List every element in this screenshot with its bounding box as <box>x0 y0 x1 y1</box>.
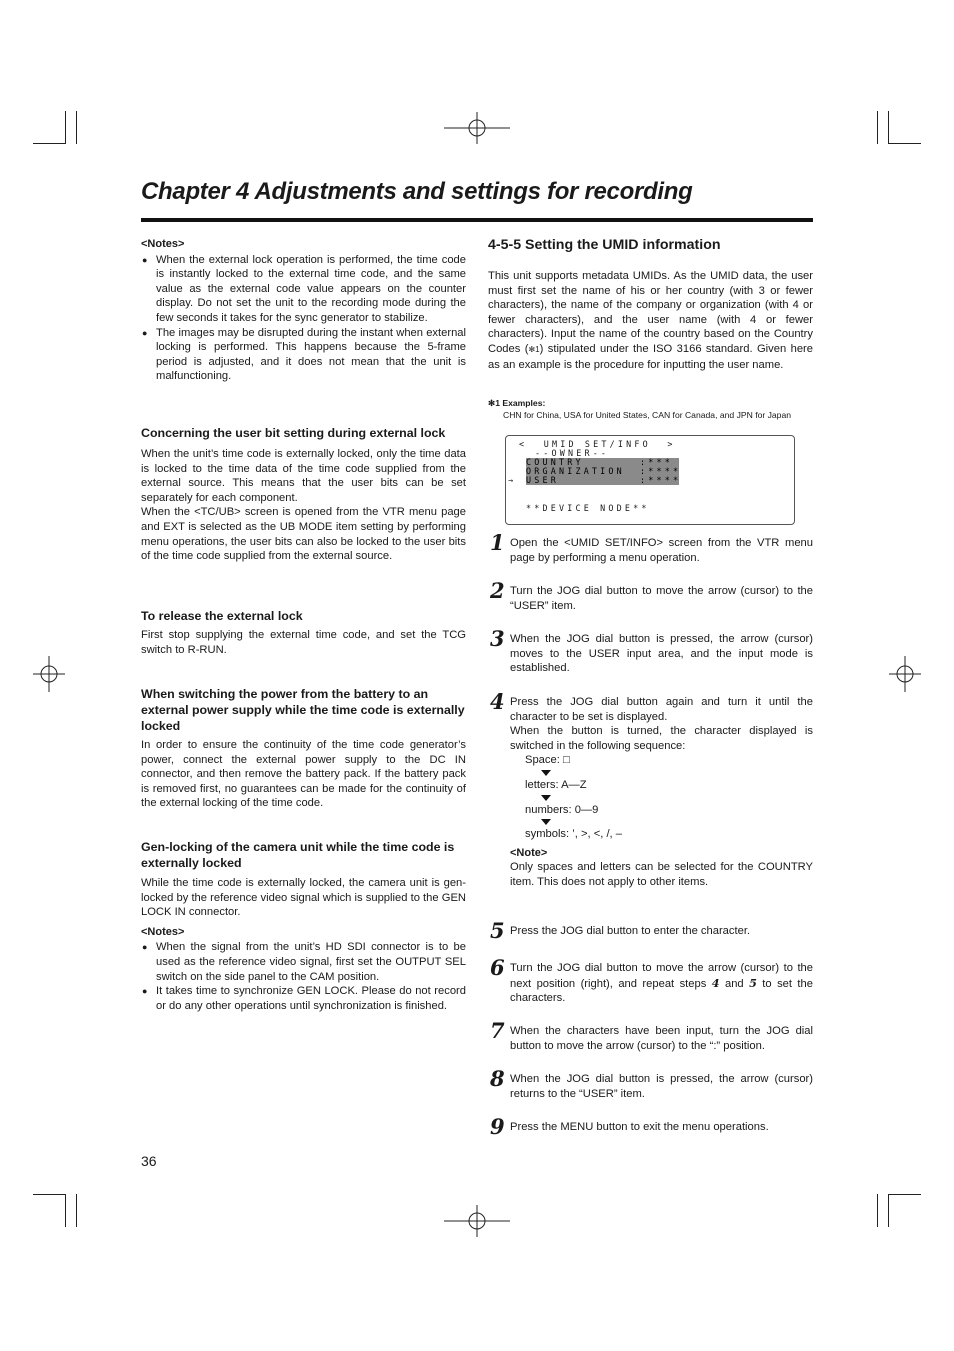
registration-mark-right <box>889 656 921 692</box>
sequence-item: symbols: ’, >, <, /, – <box>525 828 622 841</box>
step-text: Press the MENU button to exit the menu operations. <box>510 1121 769 1133</box>
step-4-block <box>510 695 813 890</box>
screen-row-country: COUNTRY :*** <box>526 458 679 467</box>
step-text: Turn the JOG dial button to move the arrow (cursor) to the “USER” item. <box>510 585 813 612</box>
power-text: In order to ensure the continuity of the time code generator’s power, connect the external power supply to the DC IN connector, and then remove the battery pack. If the battery pack is removed first, no guarantees can be made for the continuity of the external locking of the time code. <box>141 739 466 810</box>
step-number: 8 <box>490 1066 505 1091</box>
crop-mark <box>33 143 66 144</box>
crop-mark <box>888 111 889 144</box>
step-number: 2 <box>490 578 505 603</box>
crop-mark <box>888 143 921 144</box>
chapter-rule <box>141 218 813 222</box>
note-item: ● The images may be disrupted during the instant when external locking is performed. This happens because the 5-frame period is adjusted, and it does not mean that the unit is malfunctioning. <box>141 326 466 384</box>
down-arrow-icon <box>541 819 551 825</box>
step-ref: 4 <box>711 975 720 990</box>
step-number: 5 <box>490 918 505 943</box>
step-text: When the JOG dial button is pressed, the arrow (cursor) moves to the USER input area, and the input mode is established. <box>510 633 813 675</box>
crop-mark <box>33 1194 66 1195</box>
footnote-ref: ✻1 <box>528 344 540 354</box>
char-sequence <box>525 753 813 841</box>
note-item: ● It takes time to synchronize GEN LOCK. Please do not record or do any other operations until synchronization is finished. <box>141 984 466 1013</box>
screen-title: < UMID SET/INFO > <box>519 439 676 449</box>
release-heading: To release the external lock <box>141 609 303 623</box>
footnote-heading: ✻1 Examples: <box>488 398 546 408</box>
userbit-text: When the unit’s time code is externally locked, only the time data is locked to the time data of the time code supplied from the external source. This means that the user bits can be set separately for each component. When the <TC/UB> screen is opened from the VTR menu page and EXT is selected as the UB MODE item setting by performing menu operations, the user bits can also be locked to the user bits of the time code supplied from the external source. <box>141 448 466 563</box>
step-text: Open the <UMID SET/INFO> screen from the VTR menu page by performing a menu operation. <box>510 537 813 564</box>
crop-mark <box>76 1194 77 1227</box>
footnote-text: CHN for China, USA for United States, CAN for Canada, and JPN for Japan <box>503 410 792 420</box>
crop-mark <box>888 1194 889 1227</box>
down-arrow-icon <box>541 770 551 776</box>
crop-mark <box>65 1194 66 1227</box>
registration-mark-left <box>33 656 65 692</box>
registration-mark-top <box>444 112 510 144</box>
step-number: 4 <box>490 689 505 714</box>
crop-mark <box>888 1194 921 1195</box>
power-section <box>141 686 466 811</box>
chapter-title: Chapter 4 Adjustments and settings for recording <box>141 178 693 205</box>
step-number: 7 <box>490 1018 505 1043</box>
note-item: ● When the external lock operation is performed, the time code is instantly locked to the external time code, and the same value as the external code value appears on the counter display. Do not set the unit to the recording mode during the few seconds it takes for the sync generator to stabilize. <box>141 253 466 326</box>
power-heading: When switching the power from the battery to an external power supply while the time code is externally locked <box>141 687 465 733</box>
left-column <box>141 237 466 384</box>
page-number: 36 <box>141 1153 157 1169</box>
step-text: Turn the JOG dial button to move the arrow (cursor) to the next position (right), and repeat steps 4 and 5 to set the characters. <box>510 962 813 1005</box>
step-ref: 5 <box>749 975 757 990</box>
step-text: Press the JOG dial button to enter the character. <box>510 925 751 937</box>
screen-row-organization: ORGANIZATION :**** <box>526 466 682 476</box>
screen-cursor: → <box>508 475 517 485</box>
step-number: 6 <box>490 955 505 980</box>
userbit-section <box>141 425 466 564</box>
crop-mark <box>65 111 66 144</box>
step4-note-heading: <Note> <box>510 846 548 859</box>
genlock-heading: Gen-locking of the camera unit while the time code is externally locked <box>141 840 455 870</box>
genlock-text: While the time code is externally locked, the camera unit is gen-locked by the reference video signal which is supplied to the GEN LOCK IN connector. <box>141 877 466 919</box>
crop-mark <box>76 111 77 144</box>
notes-heading: <Notes> <box>141 925 185 938</box>
release-section <box>141 608 466 657</box>
section-title: 4-5-5 Setting the UMID information <box>488 237 721 253</box>
screen-row-user: USER :**** <box>526 475 682 485</box>
screen-device-node: **DEVICE NODE** <box>526 503 650 513</box>
step-text: When the characters have been input, turn the JOG dial button to move the arrow (cursor) to the “:” position. <box>510 1025 813 1052</box>
crop-mark <box>877 1194 878 1227</box>
intro-text <box>488 269 813 372</box>
screen-owner: --OWNER-- <box>535 448 610 458</box>
step-number: 3 <box>490 626 505 651</box>
down-arrow-icon <box>541 795 551 801</box>
notes-heading: <Notes> <box>141 238 185 250</box>
genlock-section <box>141 839 466 1013</box>
step-text: When the JOG dial button is pressed, the arrow (cursor) returns to the “USER” item. <box>510 1073 813 1100</box>
userbit-heading: Concerning the user bit setting during external lock <box>141 426 446 440</box>
intro-text-a: This unit supports metadata UMIDs. As the UMID data, the user must first set the name of his or her country (with 3 or fewer characters), the name of the company or organization (with 4 or fewer characters), and the user name (with 4 or fewer characters). Input the name of the country based on the Country Codes ( <box>488 270 813 355</box>
registration-mark-bottom <box>444 1205 510 1237</box>
note-item: ● When the signal from the unit’s HD SDI connector is to be used as the reference video signal, first set the OUTPUT SEL switch on the side panel to the CAM position. <box>141 940 466 984</box>
step-text: Press the JOG dial button again and turn it until the character to be set is displayed. When the button is turned, the character displayed is switched in the following sequence: <box>510 696 813 752</box>
sequence-item: Space: □ <box>525 754 570 767</box>
umid-screen <box>505 435 795 525</box>
step-number: 9 <box>490 1114 505 1139</box>
step4-note: Only spaces and letters can be selected for the COUNTRY item. This does not apply to other items. <box>510 861 813 888</box>
step-number: 1 <box>490 530 505 555</box>
intro-text-b: ) stipulated under the ISO 3166 standard. Given here as an example is the procedure for inputting the user name. <box>488 342 813 371</box>
sequence-item: letters: A—Z <box>525 778 587 791</box>
crop-mark <box>877 111 878 144</box>
release-text: First stop supplying the external time code, and set the TCG switch to R-RUN. <box>141 629 466 656</box>
sequence-item: numbers: 0—9 <box>525 803 599 816</box>
